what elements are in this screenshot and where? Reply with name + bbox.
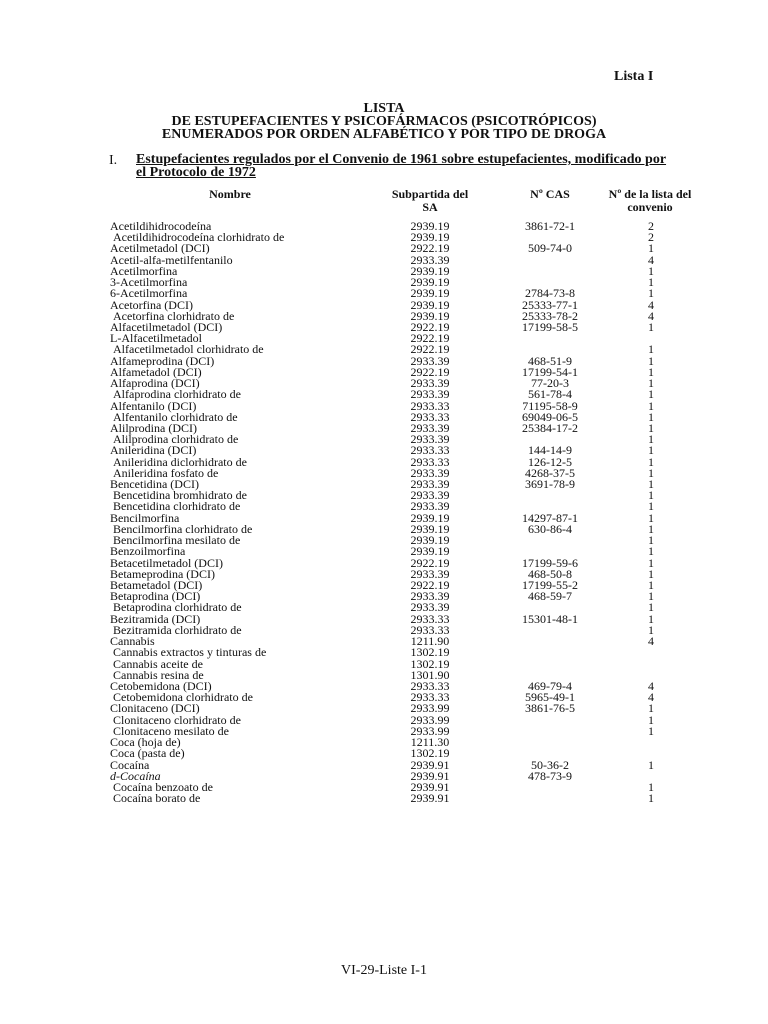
hs-subheading: 2933.39 xyxy=(410,376,450,391)
substance-name: Acetorfina clorhidrato de xyxy=(113,308,235,323)
convention-list-number: 1 xyxy=(648,376,654,391)
convention-list-number: 1 xyxy=(648,432,654,447)
hs-subheading: 2933.33 xyxy=(410,690,450,705)
hs-subheading: 2922.19 xyxy=(410,241,450,256)
hs-subheading: 2922.19 xyxy=(410,342,450,357)
hs-subheading: 1211.90 xyxy=(410,634,450,649)
hs-subheading: 1302.19 xyxy=(410,645,450,660)
convention-list-number: 2 xyxy=(648,230,654,245)
cas-number: 25333-77-1 xyxy=(522,297,578,312)
cas-number: 25333-78-2 xyxy=(522,308,578,323)
section-number: I. xyxy=(109,153,118,168)
hs-subheading: 2933.33 xyxy=(410,443,450,458)
substance-table xyxy=(0,221,768,804)
substance-name: Acetilmetadol (DCI) xyxy=(110,241,210,256)
convention-list-number: 1 xyxy=(648,611,654,626)
substance-name: Alfameprodina (DCI) xyxy=(110,353,215,368)
convention-list-number: 1 xyxy=(648,263,654,278)
convention-list-number: 1 xyxy=(648,589,654,604)
column-header-convention: Nº de la lista del convenio xyxy=(608,187,692,214)
substance-name: Cocaína xyxy=(110,757,150,772)
hs-subheading: 2939.19 xyxy=(410,510,450,525)
substance-name: Bezitramida clorhidrato de xyxy=(113,622,242,637)
cas-number: 468-50-8 xyxy=(528,566,572,581)
substance-name: Anileridina (DCI) xyxy=(110,443,197,458)
convention-list-number: 1 xyxy=(648,420,654,435)
substance-name: Clonitaceno (DCI) xyxy=(110,701,200,716)
cas-number: 4268-37-5 xyxy=(525,465,575,480)
cas-number: 50-36-2 xyxy=(531,757,569,772)
substance-name: Clonitaceno mesilato de xyxy=(113,723,229,738)
column-header-name: Nombre xyxy=(209,187,251,201)
hs-subheading: 2939.19 xyxy=(410,230,450,245)
hs-subheading: 2933.99 xyxy=(410,701,450,716)
hs-subheading: 2939.19 xyxy=(410,219,450,233)
convention-list-number: 1 xyxy=(648,454,654,469)
substance-name: Bencilmorfina mesilato de xyxy=(113,533,241,548)
column-header-cas: Nº CAS xyxy=(530,187,570,201)
substance-name: Alfacetilmetadol clorhidrato de xyxy=(113,342,264,357)
hs-subheading: 1302.19 xyxy=(410,746,450,761)
hs-subheading: 2933.99 xyxy=(410,712,450,727)
hs-subheading: 2933.39 xyxy=(410,353,450,368)
hs-subheading: 2933.33 xyxy=(410,678,450,693)
cas-number: 77-20-3 xyxy=(531,376,569,391)
cas-number: 468-59-7 xyxy=(528,589,572,604)
substance-name: Alfacetilmetadol (DCI) xyxy=(110,319,223,334)
cas-number: 561-78-4 xyxy=(528,387,572,402)
column-header-sa: Subpartida del SA xyxy=(391,187,469,214)
substance-name: Alilprodina (DCI) xyxy=(110,420,197,435)
substance-name: Alfaprodina clorhidrato de xyxy=(113,387,241,402)
convention-list-number: 1 xyxy=(648,521,654,536)
convention-list-number: 4 xyxy=(648,690,654,705)
convention-list-number: 1 xyxy=(648,488,654,503)
convention-list-number: 1 xyxy=(648,544,654,559)
substance-name: Alfametadol (DCI) xyxy=(110,364,202,379)
substance-name: Anileridina fosfato de xyxy=(113,465,219,480)
cas-number: 17199-58-5 xyxy=(522,319,578,334)
hs-subheading: 2933.33 xyxy=(410,409,450,424)
hs-subheading: 2939.91 xyxy=(410,757,450,772)
convention-list-number: 1 xyxy=(648,757,654,772)
section-heading: Estupefacientes regulados por el Convenio de 1961 sobre estupefacientes, modificado por el Protocolo de 1972 xyxy=(136,152,667,180)
convention-list-number: 1 xyxy=(648,398,654,413)
convention-list-number: 4 xyxy=(648,252,654,267)
substance-name: Betacetilmetadol (DCI) xyxy=(110,555,223,570)
convention-list-number: 1 xyxy=(648,241,654,256)
convention-list-number: 1 xyxy=(648,600,654,615)
cas-number: 14297-87-1 xyxy=(522,510,578,525)
hs-subheading: 2933.39 xyxy=(410,465,450,480)
hs-subheading: 2933.39 xyxy=(410,600,450,615)
substance-name: Bencilmorfina clorhidrato de xyxy=(113,521,253,536)
hs-subheading: 2922.19 xyxy=(410,331,450,346)
convention-list-number: 1 xyxy=(648,578,654,592)
substance-name: Bencilmorfina xyxy=(110,510,180,525)
substance-name: Coca (hoja de) xyxy=(110,735,181,750)
hs-subheading: 2939.91 xyxy=(410,768,450,783)
document-title xyxy=(100,102,668,141)
title-line-3: ENUMERADOS POR ORDEN ALFABÉTICO Y POR TIPO DE DROGA xyxy=(161,127,607,142)
substance-name: Bencetidina bromhidrato de xyxy=(113,488,247,503)
convention-list-number: 1 xyxy=(648,555,654,570)
convention-list-number: 1 xyxy=(648,364,654,379)
cas-number: 468-51-9 xyxy=(528,353,572,368)
substance-name: Betametadol (DCI) xyxy=(110,578,203,592)
cas-number: 144-14-9 xyxy=(528,443,572,458)
hs-subheading: 2922.19 xyxy=(410,578,450,592)
hs-subheading: 2939.19 xyxy=(410,533,450,548)
convention-list-number: 1 xyxy=(648,319,654,334)
hs-subheading: 2939.19 xyxy=(410,275,450,290)
convention-list-number: 1 xyxy=(648,477,654,492)
substance-name: Cannabis extractos y tinturas de xyxy=(113,645,267,660)
convention-list-number: 1 xyxy=(648,275,654,290)
substance-name: Betameprodina (DCI) xyxy=(110,566,215,581)
convention-list-number: 1 xyxy=(648,443,654,458)
cas-number: 3691-78-9 xyxy=(525,477,575,492)
substance-name: Anileridina diclorhidrato de xyxy=(113,454,247,469)
substance-name: Acetilmorfina xyxy=(110,263,178,278)
convention-list-number: 1 xyxy=(648,409,654,424)
cas-number: 469-79-4 xyxy=(528,678,572,693)
substance-name: Cetobemidona (DCI) xyxy=(110,678,212,693)
hs-subheading: 2939.19 xyxy=(410,308,450,323)
substance-name: Benzoilmorfina xyxy=(110,544,186,559)
convention-list-number: 1 xyxy=(648,779,654,794)
hs-subheading: 2939.91 xyxy=(410,791,450,806)
cas-number: 2784-73-8 xyxy=(525,286,575,301)
cas-number: 630-86-4 xyxy=(528,521,572,536)
page-footer: VI-29-Liste I-1 xyxy=(341,963,427,978)
cas-number: 15301-48-1 xyxy=(522,611,578,626)
substance-name: Acetorfina (DCI) xyxy=(110,297,193,312)
substance-name: Cocaína borato de xyxy=(113,791,201,806)
convention-list-number: 1 xyxy=(648,286,654,301)
convention-list-number: 1 xyxy=(648,342,654,357)
hs-subheading: 2939.19 xyxy=(410,263,450,278)
convention-list-number: 1 xyxy=(648,499,654,514)
cas-number: 126-12-5 xyxy=(528,454,572,469)
convention-list-number: 1 xyxy=(648,723,654,738)
substance-name: Acetildihidrocodeína xyxy=(110,219,212,233)
convention-list-number: 1 xyxy=(648,533,654,548)
convention-list-number: 1 xyxy=(648,387,654,402)
convention-list-number: 4 xyxy=(648,308,654,323)
substance-name: 3-Acetilmorfina xyxy=(110,275,188,290)
substance-name: Cannabis aceite de xyxy=(113,656,203,671)
convention-list-number: 4 xyxy=(648,297,654,312)
substance-name: L-Alfacetilmetadol xyxy=(110,331,202,346)
table-row xyxy=(0,793,768,804)
hs-subheading: 2939.19 xyxy=(410,521,450,536)
cas-number: 5965-49-1 xyxy=(525,690,575,705)
substance-name: Clonitaceno clorhidrato de xyxy=(113,712,241,727)
convention-list-number: 2 xyxy=(648,219,654,233)
hs-subheading: 2933.33 xyxy=(410,454,450,469)
hs-subheading: 2922.19 xyxy=(410,319,450,334)
cas-number: 478-73-9 xyxy=(528,768,572,783)
hs-subheading: 2939.19 xyxy=(410,544,450,559)
substance-name: 6-Acetilmorfina xyxy=(110,286,188,301)
substance-name: Bezitramida (DCI) xyxy=(110,611,201,626)
convention-list-number: 1 xyxy=(648,510,654,525)
substance-name: Alfaprodina (DCI) xyxy=(110,376,200,391)
substance-name: Betaprodina clorhidrato de xyxy=(113,600,242,615)
cas-number: 25384-17-2 xyxy=(522,420,578,435)
convention-list-number: 1 xyxy=(648,465,654,480)
substance-name: Alfentanilo clorhidrato de xyxy=(113,409,238,424)
cas-number: 71195-58-9 xyxy=(522,398,578,413)
convention-list-number: 1 xyxy=(648,791,654,806)
cas-number: 509-74-0 xyxy=(528,241,572,256)
substance-name: d-Cocaína xyxy=(110,768,161,783)
hs-subheading: 2939.19 xyxy=(410,297,450,312)
substance-name: Cannabis resina de xyxy=(113,667,204,682)
substance-name: Acetil-alfa-metilfentanilo xyxy=(110,252,233,267)
hs-subheading: 2933.39 xyxy=(410,477,450,492)
hs-subheading: 2933.39 xyxy=(410,387,450,402)
hs-subheading: 2939.19 xyxy=(410,286,450,301)
hs-subheading: 2933.39 xyxy=(410,566,450,581)
cas-number: 69049-06-5 xyxy=(522,409,578,424)
convention-list-number: 1 xyxy=(648,353,654,368)
substance-name: Bencetidina (DCI) xyxy=(110,477,199,492)
hs-subheading: 2933.33 xyxy=(410,611,450,626)
hs-subheading: 2933.39 xyxy=(410,488,450,503)
cas-number: 3861-72-1 xyxy=(525,219,575,233)
cas-number: 17199-59-6 xyxy=(522,555,578,570)
hs-subheading: 2933.33 xyxy=(410,398,450,413)
list-label: Lista I xyxy=(614,69,654,84)
substance-name: Cocaína benzoato de xyxy=(113,779,213,794)
hs-subheading: 2922.19 xyxy=(410,364,450,379)
title-line-2: DE ESTUPEFACIENTES Y PSICOFÁRMACOS (PSICOTRÓPICOS) xyxy=(171,114,597,129)
convention-list-number: 1 xyxy=(648,701,654,716)
convention-list-number: 1 xyxy=(648,712,654,727)
hs-subheading: 2939.91 xyxy=(410,779,450,794)
hs-subheading: 2933.39 xyxy=(410,499,450,514)
hs-subheading: 1301.90 xyxy=(410,667,450,682)
substance-name: Coca (pasta de) xyxy=(110,746,185,761)
substance-name: Acetildihidrocodeína clorhidrato de xyxy=(113,230,285,245)
hs-subheading: 1211.30 xyxy=(410,735,450,750)
convention-list-number: 1 xyxy=(648,622,654,637)
hs-subheading: 2922.19 xyxy=(410,555,450,570)
hs-subheading: 2933.39 xyxy=(410,589,450,604)
cas-number: 3861-76-5 xyxy=(525,701,575,716)
hs-subheading: 2933.39 xyxy=(410,432,450,447)
convention-list-number: 4 xyxy=(648,678,654,693)
convention-list-number: 4 xyxy=(648,634,654,649)
convention-list-number: 1 xyxy=(648,566,654,581)
substance-name: Alfentanilo (DCI) xyxy=(110,398,197,413)
substance-name: Cetobemidona clorhidrato de xyxy=(113,690,253,705)
cas-number: 17199-55-2 xyxy=(522,578,578,592)
hs-subheading: 2933.39 xyxy=(410,252,450,267)
substance-name: Betaprodina (DCI) xyxy=(110,589,201,604)
hs-subheading: 2933.39 xyxy=(410,420,450,435)
hs-subheading: 1302.19 xyxy=(410,656,450,671)
substance-name: Cannabis xyxy=(110,634,155,649)
substance-name: Bencetidina clorhidrato de xyxy=(113,499,241,514)
substance-name: Alilprodina clorhidrato de xyxy=(113,432,239,447)
title-line-1: LISTA xyxy=(363,101,405,116)
cas-number: 17199-54-1 xyxy=(522,364,578,379)
hs-subheading: 2933.99 xyxy=(410,723,450,738)
hs-subheading: 2933.33 xyxy=(410,622,450,637)
